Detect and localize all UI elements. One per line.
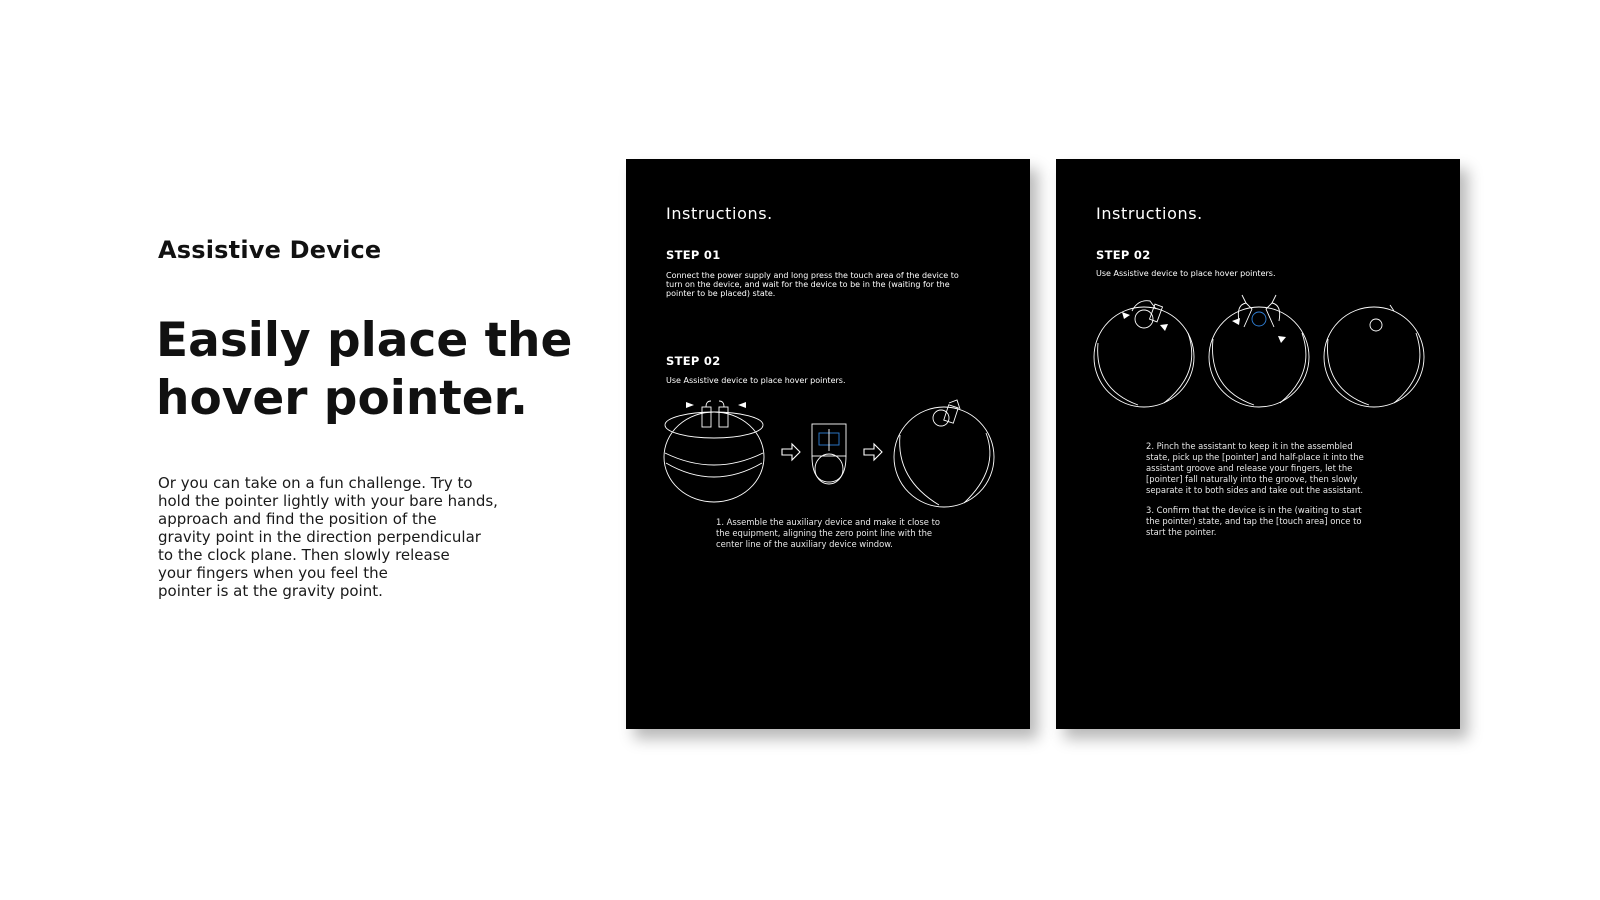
device-window-icon [812, 424, 846, 484]
instructions-card-2 [1056, 159, 1460, 729]
placement-illustration [1094, 299, 1424, 409]
eyebrow-label: Assistive Device [158, 236, 382, 264]
headline-line-2: hover pointer. [156, 371, 528, 426]
caption-line: state, pick up the [pointer] and half-place it into the [1146, 452, 1364, 462]
body-line: your fingers when you feel the [158, 564, 388, 582]
step-02-label: STEP 02 [666, 354, 721, 368]
sphere-device-icon [664, 412, 764, 502]
body-line: approach and find the position of the [158, 510, 437, 528]
caption-line: the pointer) state, and tap the [touch area] once to [1146, 516, 1362, 526]
right-arrow-icon [782, 444, 800, 460]
step-02-caption-3 [1146, 505, 1362, 538]
caption-line: 3. Confirm that the device is in the (waiting to start [1146, 505, 1362, 515]
body-line: Or you can take on a fun challenge. Try to [158, 474, 473, 492]
caption-line: 1. Assemble the auxiliary device and make it close to [716, 517, 941, 527]
body-line: hold the pointer lightly with your bare hands, [158, 492, 498, 510]
caption-line: [pointer] fall naturally into the groove, then slowly [1146, 474, 1358, 484]
headline-line-1: Easily place the [156, 313, 573, 368]
caption-line: start the pointer. [1146, 527, 1217, 537]
caption-line: 2. Pinch the assistant to keep it in the assembled [1146, 441, 1353, 451]
step-02-label: STEP 02 [1096, 248, 1151, 262]
page-headline [156, 312, 598, 428]
card-title: Instructions. [1096, 204, 1203, 223]
step-02-caption [716, 517, 940, 550]
caption-line: assistant groove and release your fingers, let the [1146, 463, 1353, 473]
caption-line: separate it to both sides and take out the assistant. [1146, 485, 1364, 495]
assembly-illustration [664, 399, 1004, 514]
step-02-caption-2 [1146, 441, 1364, 496]
assistant-clip-icon [702, 401, 728, 427]
squeeze-arrow-icon [686, 402, 746, 408]
step-02-text: Use Assistive device to place hover pointers. [666, 376, 846, 385]
step-01-text-line: turn on the device, and wait for the device to be in the (waiting for the [666, 280, 950, 289]
right-arrow-icon [864, 444, 882, 460]
device-with-pointer-icon [894, 400, 994, 507]
step-01-label: STEP 01 [666, 248, 721, 262]
card-title: Instructions. [666, 204, 773, 223]
body-line: pointer is at the gravity point. [158, 582, 383, 600]
sphere-device-icon [1209, 307, 1309, 407]
assistant-clip-icon [1132, 301, 1162, 328]
step-01-text-line: pointer to be placed) state. [666, 289, 776, 298]
step-01-text [666, 271, 996, 298]
caption-line: center line of the auxiliary device window. [716, 539, 893, 549]
body-line: gravity point in the direction perpendicular [158, 528, 481, 546]
step-01-text-line: Connect the power supply and long press the touch area of the device to [666, 271, 959, 280]
sphere-device-icon [1094, 307, 1194, 407]
instructions-card-1 [626, 159, 1030, 729]
separate-arrow-icon [1232, 318, 1286, 343]
intro-body [158, 474, 598, 600]
intro-section [158, 236, 598, 600]
body-line: to the clock plane. Then slowly release [158, 546, 450, 564]
caption-line: the equipment, aligning the zero point line with the [716, 528, 933, 538]
step-02-text: Use Assistive device to place hover pointers. [1096, 269, 1276, 278]
device-with-pointer-icon [1324, 305, 1424, 407]
assistant-clip-icon [1238, 295, 1279, 327]
